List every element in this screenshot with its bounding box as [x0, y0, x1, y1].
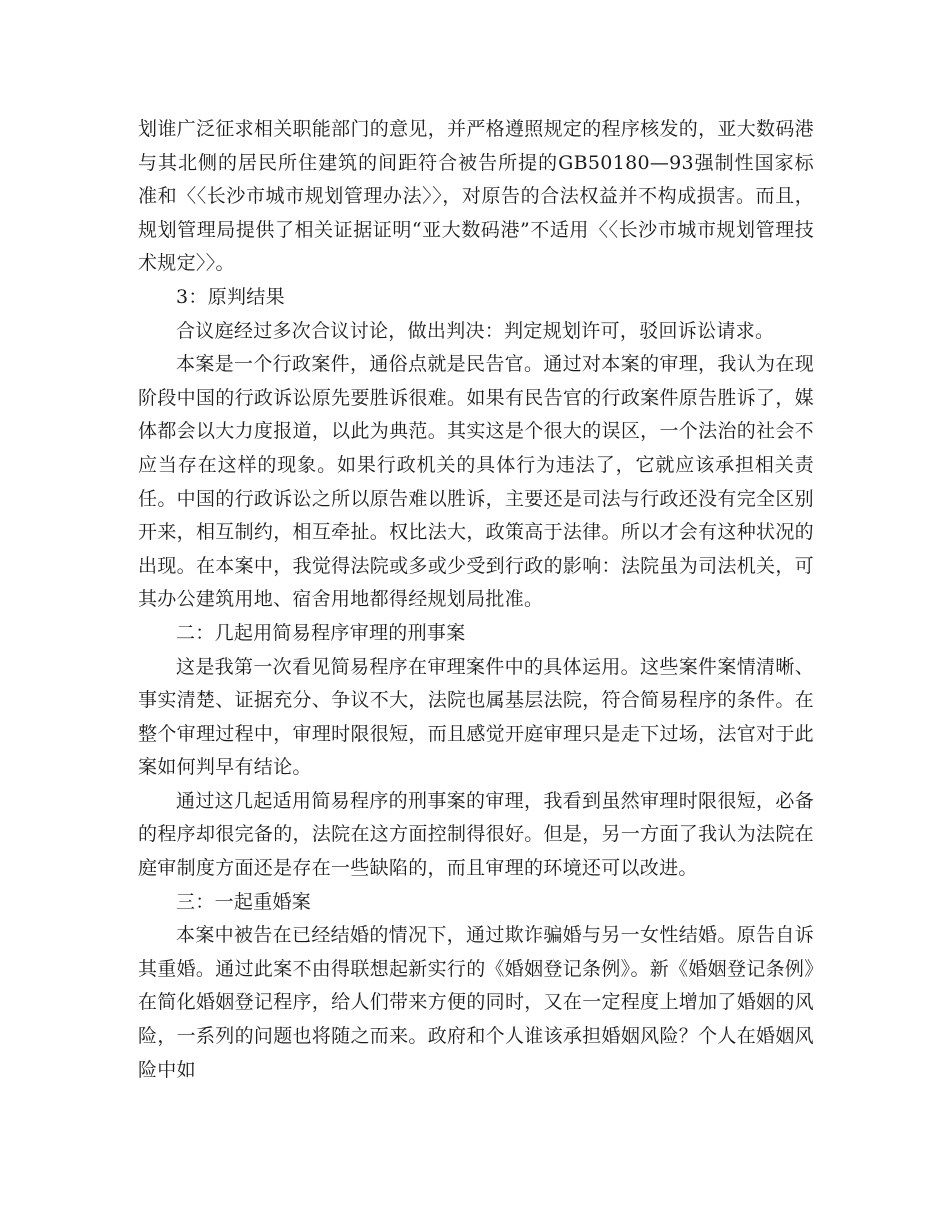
paragraph-judgment: 合议庭经过多次合议讨论，做出判决：判定规划许可，驳回诉讼请求。 — [176, 319, 775, 342]
paragraph-summary-procedure: 这是我第一次看见简易程序在审理案件中的具体运用。这些案件案情清晰、事实清楚、证据充分、争议不大，法院也属基层法院，符合简易程序的条件。在整个审理过程中，审理时限很短，而且感觉开庭审理只是走下过场，法官对于此案如何判早有结论。 — [138, 655, 814, 779]
section-heading-original-judgment: 3：原判结果 — [176, 285, 285, 308]
paragraph-analysis: 本案是一个行政案件，通俗点就是民告官。通过对本案的审理，我认为在现阶段中国的行政诉讼原先要胜诉很难。如果有民告官的行政案件原告胜诉了，媒体都会以大力度报道，以此为典范。其实这是个很大的误区，一个法治的社会不应当存在这样的现象。如果行政机关的具体行为违法了，它就应该承担相关责任。中国的行政诉讼之所以原告难以胜诉，主要还是司法与行政还没有完全区别开来，相互制约，相互牵扯。权比法大，政策高于法律。所以才会有这种状况的出现。在本案中，我觉得法院或多或少受到行政的影响：法院虽为司法机关，可其办公建筑用地、宿舍用地都得经规划局批准。 — [138, 353, 814, 611]
paragraph-continuation: 划谁广泛征求相关职能部门的意见，并严格遵照规定的程序核发的，亚大数码港与其北侧的居民所住建筑的间距符合被告所提的GB50180—93强制性国家标准和〈〈长沙市城市规划管理办法〉〉，对原告的合法权益并不构成损害。而且，规划管理局提供了相关证据证明“亚大数码港”不适用〈〈长沙市城市规划管理技术规定〉〉。 — [138, 118, 814, 275]
section-heading-summary-procedure: 二：几起用简易程序审理的刑事案 — [176, 621, 466, 644]
section-heading-bigamy-case: 三：一起重婚案 — [176, 890, 312, 913]
paragraph-summary-procedure-reflection: 通过这几起适用简易程序的刑事案的审理，我看到虽然审理时限很短，必备的程序却很完备的，法院在这方面控制得很好。但是，另一方面了我认为法院在庭审制度方面还是存在一些缺陷的，而且审理的环境还可以改进。 — [138, 789, 814, 880]
document-body — [138, 113, 814, 1087]
paragraph-bigamy-case: 本案中被告在已经结婚的情况下，通过欺诈骗婚与另一女性结婚。原告自诉其重婚。通过此案不由得联想起新实行的《婚姻登记条例》。新《婚姻登记条例》在简化婚姻登记程序，给人们带来方便的同时，又在一定程度上增加了婚姻的风险，一系列的问题也将随之而来。政府和个人谁该承担婚姻风险？个人在婚姻风险中如 — [138, 924, 814, 1081]
